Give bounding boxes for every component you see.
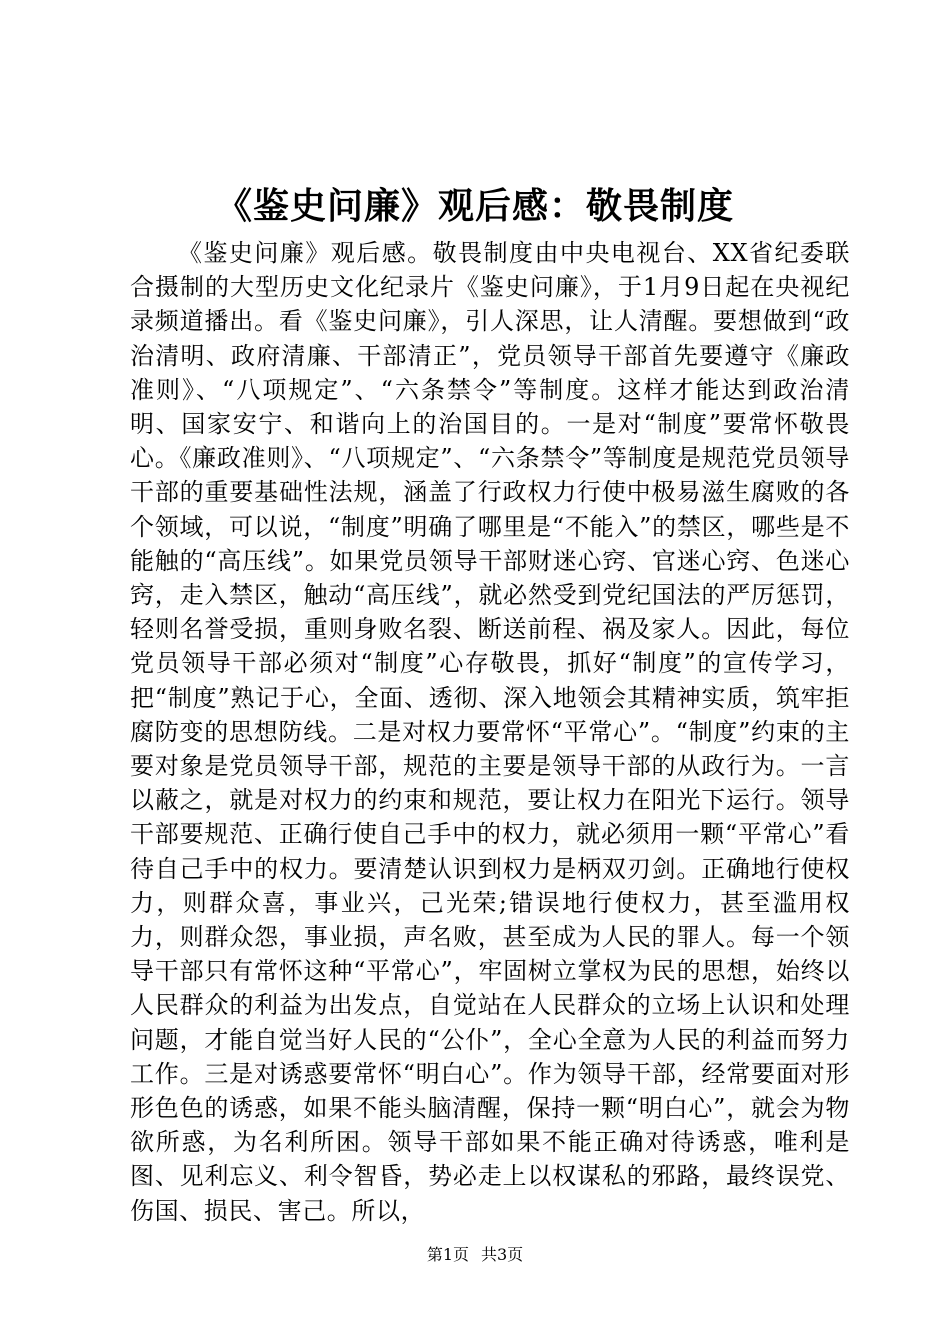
document-title: 《鉴史问廉》观后感：敬畏制度	[215, 185, 734, 227]
page-number: 第1页	[426, 1245, 469, 1264]
page-total: 共3页	[481, 1245, 524, 1264]
document-body: 《鉴史问廉》观后感。敬畏制度由中央电视台、XX省纪委联合摄制的大型历史文化纪录片《鉴史问廉》，于1月9日起在央视纪录频道播出。看《鉴史问廉》，引人深思，让人清醒。要想做到“政治清明、政府清廉、干部清正”，党员领导干部首先要遵守《廉政准则》、“八项规定”、“六条禁令”等制度。这样才能达到政治清明、国家安宁、和谐向上的治国目的。一是对“制度”要常怀敬畏心。《廉政准则》、“八项规定”、“六条禁令”等制度是规范党员领导干部的重要基础性法规，涵盖了行政权力行使中极易滋生腐败的各个领域，可以说，“制度”明确了哪里是“不能入”的禁区，哪些是不能触的“高压线”。如果党员领导干部财迷心窍、官迷心窍、色迷心窍，走入禁区，触动“高压线”，就必然受到党纪国法的严厉惩罚，轻则名誉受损，重则身败名裂、断送前程、祸及家人。因此，每位党员领导干部必须对“制度”心存敬畏，抓好“制度”的宣传学习，把“制度”熟记于心，全面、透彻、深入地领会其精神实质，筑牢拒腐防变的思想防线。二是对权力要常怀“平常心”。“制度”约束的主要对象是党员领导干部，规范的主要是领导干部的从政行为。一言以蔽之，就是对权力的约束和规范，要让权力在阳光下运行。领导干部要规范、正确行使自己手中的权力，就必须用一颗“平常心”看待自己手中的权力。要清楚认识到权力是柄双刃剑。正确地行使权力，则群众喜，事业兴，己光荣;错误地行使权力，甚至滥用权力，则群众怨，事业损，声名败，甚至成为人民的罪人。每一个领导干部只有常怀这种“平常心”，牢固树立掌权为民的思想，始终以人民群众的利益为出发点，自觉站在人民群众的立场上认识和处理问题，才能自觉当好人民的“公仆”，全心全意为人民的利益而努力工作。三是对诱惑要常怀“明白心”。作为领导干部，经常要面对形形色色的诱惑，如果不能头脑清醒，保持一颗“明白心”，就会为物欲所惑，为名利所困。领导干部如果不能正确对待诱惑，唯利是图、见利忘义、利令智昏，势必走上以权谋私的邪路，最终误党、伤国、损民、害己。所以，	[130, 239, 850, 1225]
page-footer	[0, 1244, 950, 1266]
